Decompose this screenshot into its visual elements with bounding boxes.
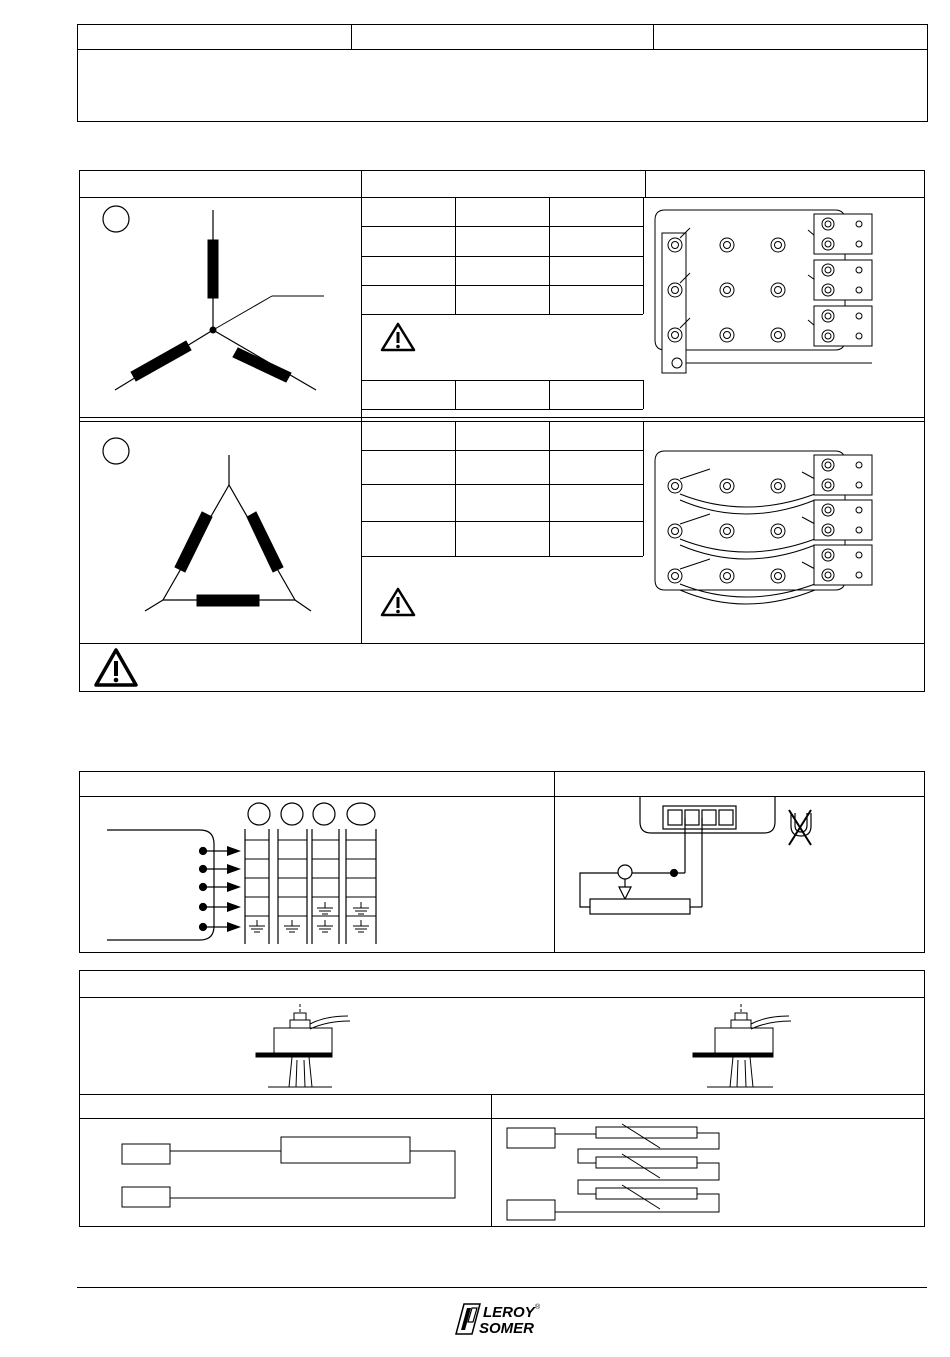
sensor-section (0, 965, 950, 1230)
delta-terminal-board (655, 451, 872, 604)
sensor-switch-circuit (507, 1124, 719, 1220)
warning-triangle-icon (96, 650, 136, 685)
logo-mark (455, 1300, 555, 1338)
delta-table (361, 421, 644, 557)
sensor-series-circuit (122, 1137, 455, 1207)
sensor-mount-left (256, 1004, 350, 1087)
leroy-somer-logo (455, 1300, 555, 1338)
ground-icon (249, 902, 369, 932)
sensor-diagrams (0, 965, 950, 1230)
star-table (361, 197, 644, 410)
warning-triangle-icon (382, 589, 414, 615)
logo-line1: LEROY (483, 1304, 535, 1321)
star-terminal-board (655, 210, 872, 373)
wiring-diagrams (0, 765, 950, 960)
header-table-lines (0, 0, 950, 130)
warning-triangle-icon (382, 324, 414, 350)
header-table (0, 0, 950, 130)
wiring-section (0, 765, 950, 960)
connection-section (0, 160, 950, 700)
logo-line2: SOMER (479, 1320, 535, 1337)
footer-rule (77, 1287, 927, 1288)
connection-diagrams (0, 160, 950, 700)
delta-diagram (103, 438, 311, 611)
potentiometer-wiring (580, 797, 811, 914)
cable-wiring (107, 803, 376, 944)
sensor-mount-right (693, 1004, 791, 1087)
no-hook-icon (789, 810, 811, 845)
star-diagram (103, 206, 324, 390)
logo-registered-mark: ® (535, 1304, 541, 1311)
